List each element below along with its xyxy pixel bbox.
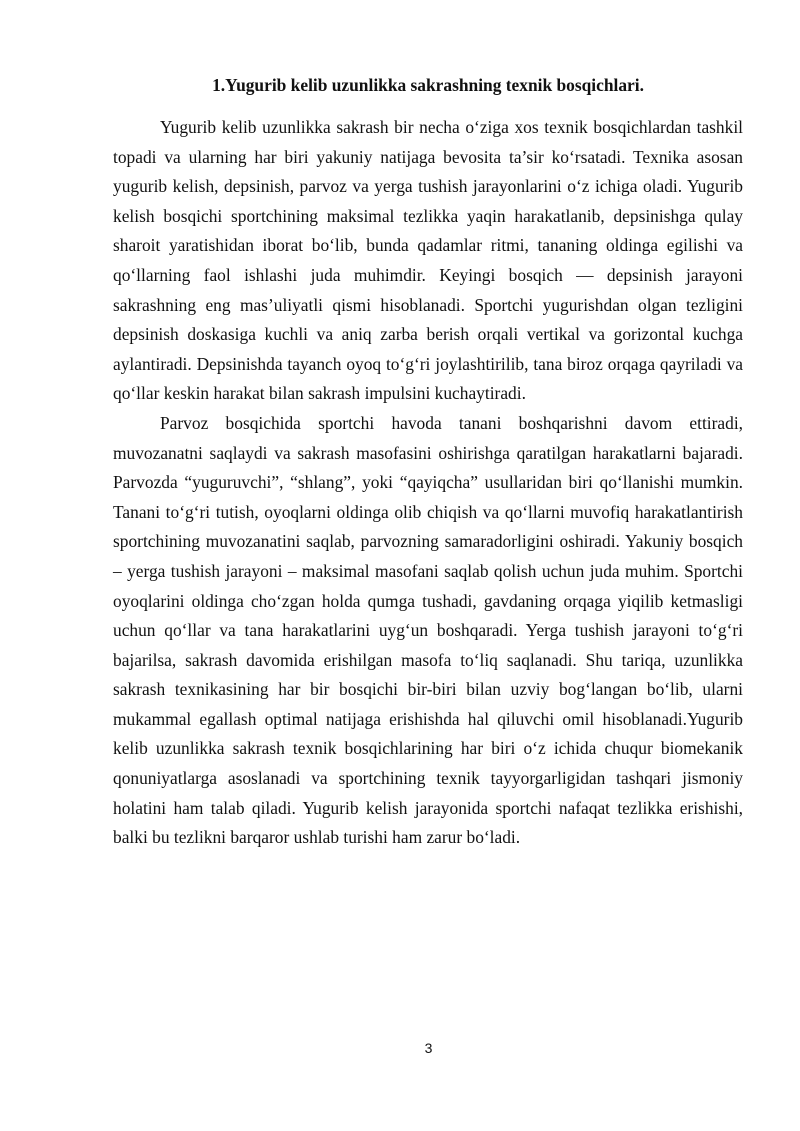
paragraph-2: Parvoz bosqichida sportchi havoda tanani boshqarishni davom ettiradi, muvozanatni saqlaydi va sakrash masofasini oshirishga qaratilgan harakatlarni bajaradi. Parvozda “yuguruvchi”, “shlang”, yoki “qayiqcha” usullaridan biri qo‘llanishi mumkin. Tanani to‘g‘ri tutish, oyoqlarni oldinga olib chiqish va qo‘llarni muvofiq harakatlantirish sportchining muvozanatini saqlab, parvozning samaradorligini oshiradi. Yakuniy bosqich – yerga tushish jarayoni – maksimal masofani saqlab qolish uchun juda muhim. Sportchi oyoqlarini oldinga cho‘zgan holda qumga tushadi, gavdaning orqaga yiqilib ketmasligi uchun qo‘llar va tana harakatlarini uyg‘un boshqaradi. Yerga tushish jarayoni to‘g‘ri bajarilsa, sakrash davomida erishilgan masofa to‘liq saqlanadi. Shu tariqa, uzunlikka sakrash texnikasining har bir bosqichi bir-biri bilan uzviy bog‘langan bo‘lib, ularni mukammal egallash optimal natijaga erishishda hal qiluvchi omil hisoblanadi.Yugurib kelib uzunlikka sakrash texnik bosqichlarining har biri o‘z ichida chuqur biomekanik qonuniyatlarga asoslanadi va sportchining texnik tayyorgarligidan tashqari jismoniy holatini ham talab qiladi. Yugurib kelish jarayonida sportchi nafaqat tezlikka erishishi, balki bu tezlikni barqaror ushlab turishi ham zarur bo‘ladi.	[113, 412, 743, 848]
section-title: 1.Yugurib kelib uzunlikka sakrashning texnik bosqichlari.	[212, 75, 644, 95]
page-number: 3	[424, 1040, 433, 1056]
body-text	[113, 113, 743, 853]
paragraph-1: Yugurib kelib uzunlikka sakrash bir necha o‘ziga xos texnik bosqichlardan tashkil topadi va ularning har biri yakuniy natijaga bevosita ta’sir ko‘rsatadi. Texnika asosan yugurib kelish, depsinish, parvoz va yerga tushish jarayonlarini o‘z ichiga oladi. Yugurib kelish bosqichi sportchining maksimal tezlikka yaqin harakatlanib, depsinishga qulay sharoit yaratishidan iborat bo‘lib, bunda qadamlar ritmi, tananing oldinga egilishi va qo‘llarning faol ishlashi juda muhimdir. Keyingi bosqich — depsinish jarayoni sakrashning eng mas’uliyatli qismi hisoblanadi. Sportchi yugurishdan olgan tezligini depsinish doskasiga kuchli va aniq zarba berish orqali vertikal va gorizontal kuchga aylantiradi. Depsinishda tayanch oyoq to‘g‘ri joylashtirilib, tana biroz orqaga qayriladi va qo‘llar keskin harakat bilan sakrash impulsini kuchaytiradi.	[113, 117, 743, 404]
